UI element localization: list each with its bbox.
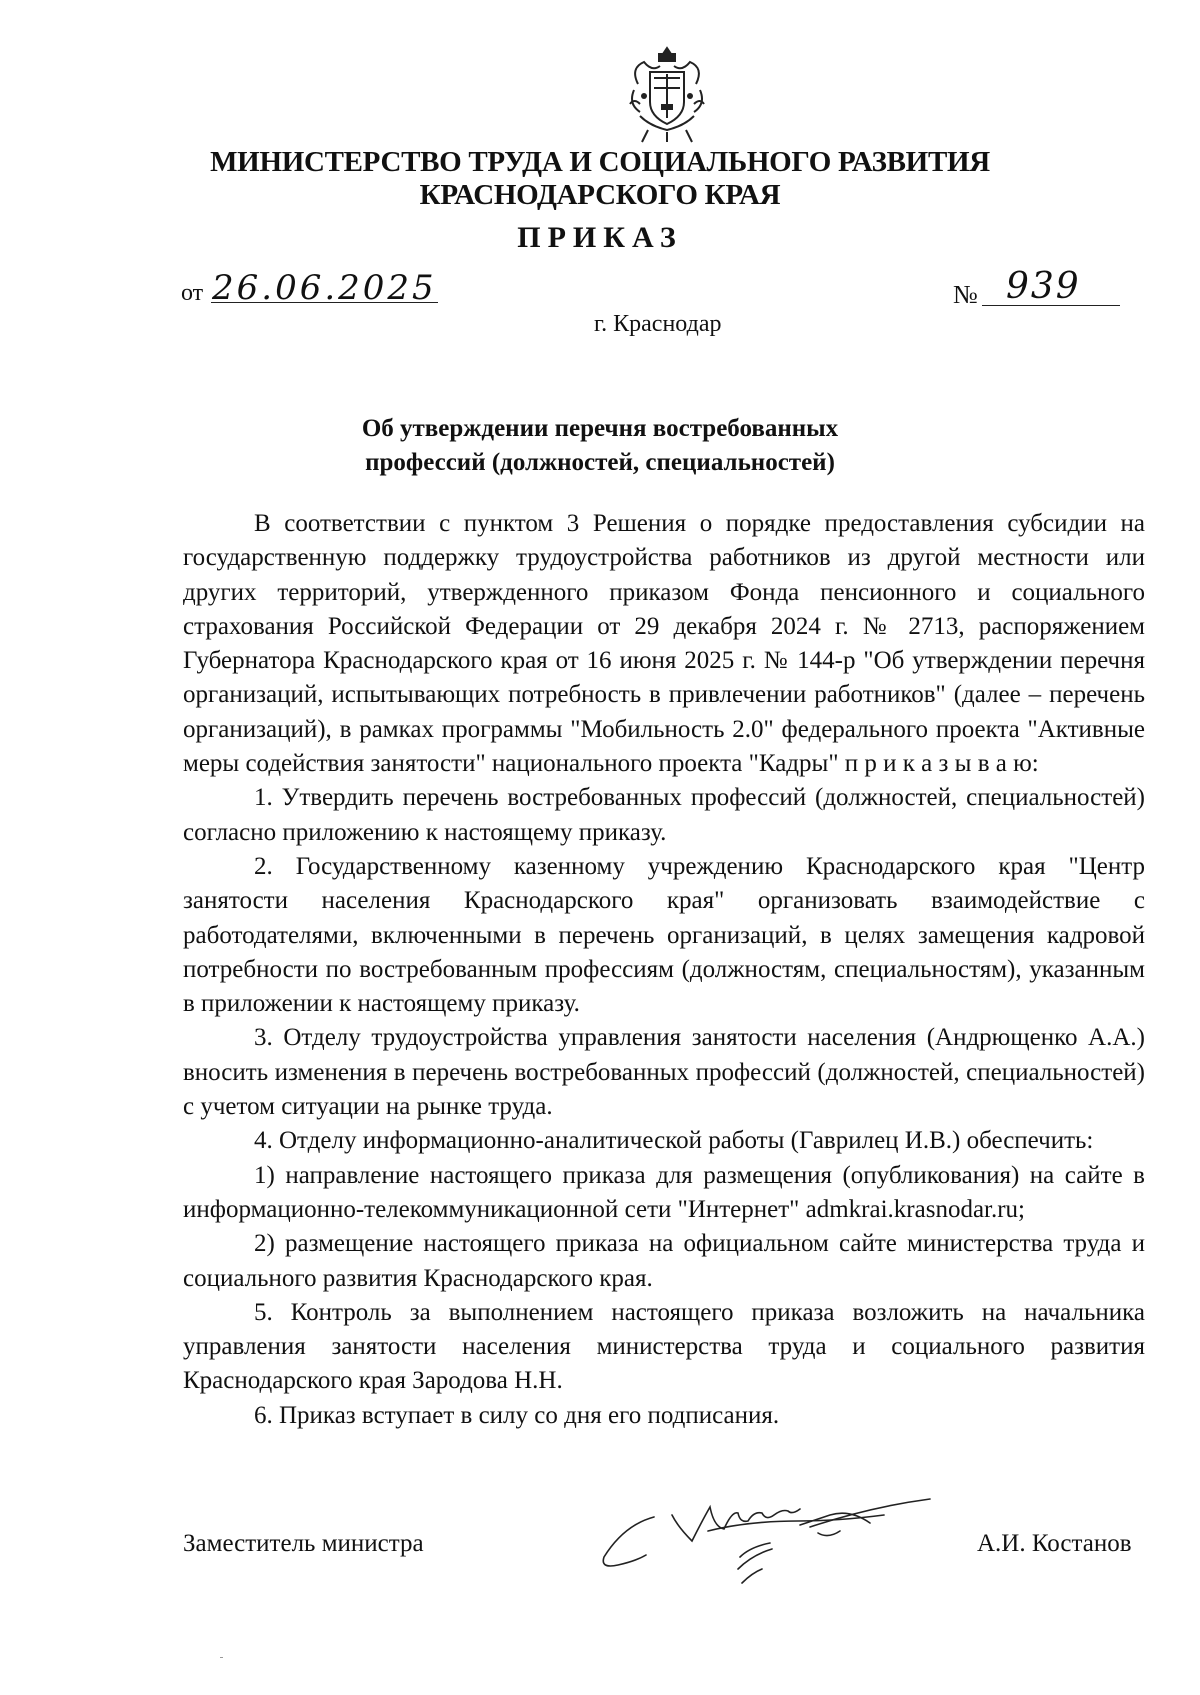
document-type: ПРИКАЗ bbox=[517, 221, 683, 254]
subject-line1: Об утверждении перечня востребованных bbox=[361, 415, 839, 442]
subject-line2: профессий (должностей, специальностей) bbox=[365, 449, 835, 476]
order-date: 26.06.2025 bbox=[212, 268, 437, 308]
paragraph-item-4-2: 2) размещение настоящего приказа на официальном сайте министерства труда и социального развития Краснодарского края. bbox=[183, 1230, 1145, 1292]
order-number: 939 bbox=[1006, 266, 1081, 307]
ministry-name-line1: МИНИСТЕРСТВО ТРУДА И СОЦИАЛЬНОГО РАЗВИТИЯ bbox=[210, 146, 990, 178]
date-label: от bbox=[181, 280, 204, 306]
paragraph-item-1: 1. Утвердить перечень востребованных профессий (должностей, специальностей) согласно приложению к настоящему приказу. bbox=[183, 784, 1145, 846]
number-label: № bbox=[953, 280, 978, 309]
paragraph-item-4-1: 1) направление настоящего приказа для размещения (опубликования) на сайте в информационно-телекоммуникационной сети "Интернет" admkrai.krasnodar.ru; bbox=[183, 1161, 1145, 1223]
scan-speck bbox=[220, 1657, 223, 1658]
coat-of-arms-icon bbox=[626, 44, 708, 146]
ministry-name-line2: КРАСНОДАРСКОГО КРАЯ bbox=[419, 179, 781, 211]
city: г. Краснодар bbox=[594, 311, 722, 337]
order-body bbox=[183, 507, 1145, 1433]
paragraph-item-5: 5. Контроль за выполнением настоящего приказа возложить на начальника управления занятости населения министерства труда и социального развития Краснодарского края Зародова Н.Н. bbox=[183, 1298, 1145, 1395]
signatory-position: Заместитель министра bbox=[183, 1530, 424, 1557]
paragraph-item-2: 2. Государственному казенному учреждению Краснодарского края "Центр занятости населения Краснодарского края" организовать взаимодействие с работодателями, включенными в перечень организаций, в целях замещения кадровой потребности по востребованным профессиям (должностям, специальностям), указанным в приложении к настоящему приказу. bbox=[183, 852, 1145, 1018]
paragraph-item-4: 4. Отделу информационно-аналитической работы (Гаврилец И.В.) обеспечить: bbox=[254, 1127, 1094, 1155]
handwritten-signature-icon bbox=[590, 1485, 965, 1590]
paragraph-item-3: 3. Отделу трудоустройства управления занятости населения (Андрющенко А.А.) вносить изменения в перечень востребованных профессий (должностей, специальностей) с учетом ситуации на рынке труда. bbox=[183, 1024, 1145, 1121]
paragraph-item-6: 6. Приказ вступает в силу со дня его подписания. bbox=[254, 1401, 780, 1429]
paragraph-preamble: В соответствии с пунктом 3 Решения о порядке предоставления субсидии на государственную поддержку трудоустройства работников из другой местности или других территорий, утвержденного приказом Фонда пенсионного и социального страхования Российской Федерации от 29 декабря 2024 г. № 2713, распоряжением Губернатора Краснодарского края от 16 июня 2025 г. № 144-р "Об утверждении перечня организаций, испытывающих потребность в привлечении работников" (далее – перечень организаций), в рамках программы "Мобильность 2.0" федерального проекта "Активные меры содействия занятости" национального проекта "Кадры" п р и к а з ы в а ю: bbox=[183, 510, 1145, 778]
signatory-name: А.И. Костанов bbox=[977, 1530, 1132, 1557]
